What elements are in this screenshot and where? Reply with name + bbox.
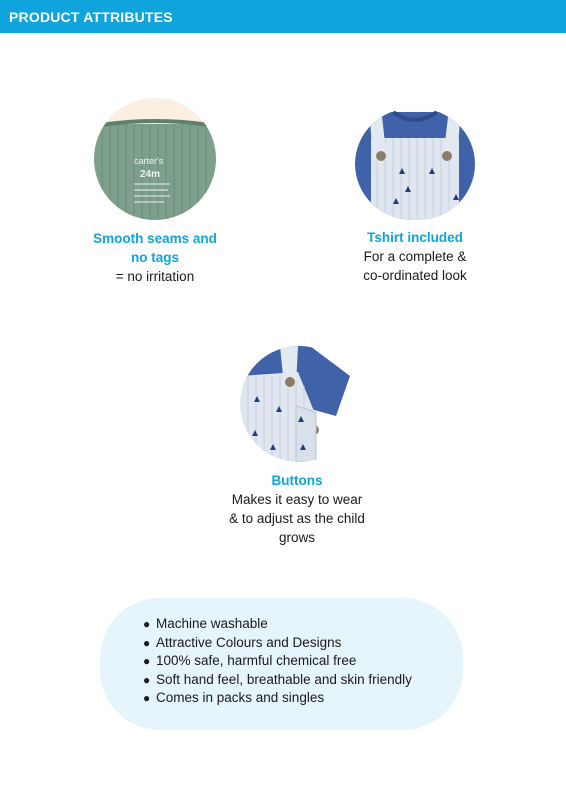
list-item (143, 615, 412, 634)
feature-description-line2: & to adjust as the child (229, 511, 365, 526)
feature-title-line2: no tags (130, 250, 179, 265)
list-item-text: Soft hand feel, breathable and skin friendly (156, 671, 412, 687)
label-brand-text: carter's (134, 156, 164, 166)
feature-description-line2: co-ordinated look (363, 268, 467, 283)
list-item (143, 634, 412, 653)
feature-buttons (222, 346, 372, 547)
feature-title: Tshirt included (367, 230, 463, 245)
header-bar (0, 0, 566, 33)
highlights-box (100, 598, 463, 730)
feature-title: Buttons (271, 473, 323, 488)
highlights-list (143, 615, 412, 708)
bullet-icon: ● (143, 635, 151, 650)
feature-description-line3: grows (278, 530, 315, 545)
buttons-closeup-image (240, 346, 358, 462)
feature-description: = no irritation (115, 269, 195, 284)
fabric-label-image (94, 98, 216, 220)
bullet-icon: ● (143, 654, 151, 669)
list-item (143, 689, 412, 708)
list-item-text: 100% safe, harmful chemical free (156, 653, 357, 669)
list-item (143, 652, 412, 671)
bullet-icon: ● (143, 617, 151, 631)
feature-description: For a complete & (363, 249, 467, 264)
tshirt-overall-image (355, 108, 475, 220)
bullet-icon: ● (143, 691, 151, 706)
list-item (143, 671, 412, 690)
feature-description: Makes it easy to wear (231, 492, 363, 507)
feature-tshirt-included (345, 108, 485, 285)
page-title: PRODUCT ATTRIBUTES (9, 9, 173, 25)
feature-smooth-seams (88, 98, 222, 286)
bullet-icon: ● (143, 672, 151, 687)
label-size-text: 24m (140, 169, 161, 180)
list-item-text: Attractive Colours and Designs (156, 634, 342, 650)
list-item-text: Comes in packs and singles (156, 690, 325, 706)
feature-title: Smooth seams and (93, 231, 217, 246)
list-item-text: Machine washable (156, 616, 268, 631)
